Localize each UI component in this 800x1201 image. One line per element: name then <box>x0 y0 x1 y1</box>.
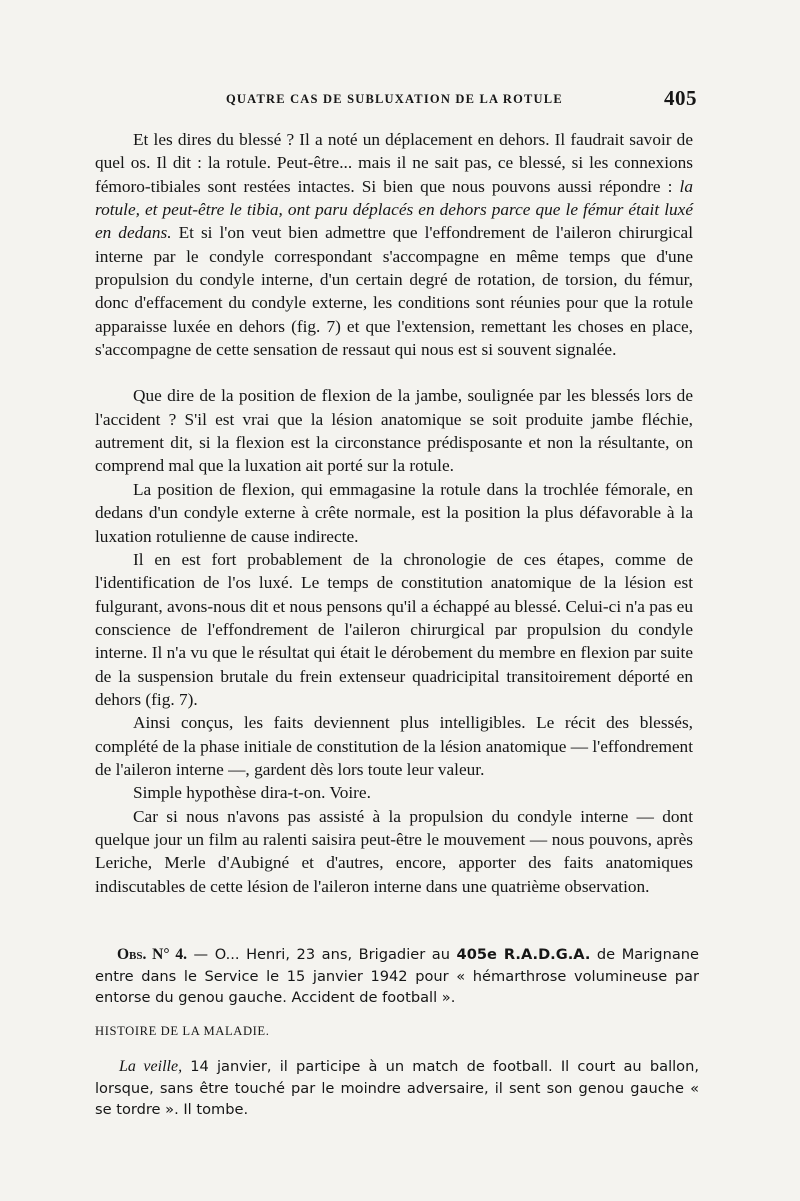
observation-block <box>95 944 699 1009</box>
history-italic-lead: La veille, <box>119 1058 183 1075</box>
history-block <box>95 1056 699 1121</box>
page-number: 405 <box>664 86 697 110</box>
paragraph-1 <box>95 128 693 361</box>
paragraph-6: Simple hypothèse dira-t-on. Voire. <box>133 783 371 803</box>
section-title: HISTOIRE DE LA MALADIE. <box>95 1024 270 1038</box>
observation-text-start: — O... Henri, 23 ans, Brigadier au <box>187 946 457 963</box>
observation-paragraph <box>95 944 699 1009</box>
paragraph-3: La position de flexion, qui emmagasine la rotule dans la trochlée fémorale, en dedans d'un condyle externe à crête normale, est la position la plus défavorable à la luxation rotulienne de cause indirecte. <box>95 479 693 546</box>
observation-label: Obs. N° 4. <box>117 946 187 963</box>
paragraph-1-start: Et les dires du blessé ? Il a noté un déplacement en dehors. Il faudrait savoir de quel os. Il dit : la rotule. Peut-être... mais il ne sait pas, ce blessé, si les connexions fémoro-tibiales sont restées intactes. Si bien que nous pouvons aussi répondre : <box>95 130 693 196</box>
paragraph-1-end: Et si l'on veut bien admettre que l'effondrement de l'aileron chirurgical interne par le condyle correspondant s'accompagne en même temps que d'une propulsion du condyle interne, d'un certain degré de rotation, de torsion, du fémur, donc d'effacement du condyle externe, les conditions sont réunies pour que la rotule apparaisse luxée en dehors (fig. 7) et que l'extension, remettant les choses en place, s'accompagne de cette sensation de ressaut qui nous est si souvent signalée. <box>95 223 693 360</box>
paragraph-7: Car si nous n'avons pas assisté à la propulsion du condyle interne — dont quelque jour un film au ralenti saisira peut-être le mouvement — nous pouvons, après Leriche, Merle d'Aubigné et d'autres, encore, apporter des faits anatomiques indiscutables de cette lésion de l'aileron interne dans une quatrième observation. <box>95 806 693 896</box>
paragraph-2: Que dire de la position de flexion de la jambe, soulignée par les blessés lors de l'accident ? S'il est vrai que la lésion anatomique se soit produite jambe fléchie, autrement dit, si la flexion est la circonstance prédisposante et non la résultante, on comprend mal que la luxation ait porté sur la rotule. <box>95 386 693 476</box>
paragraph-1-italic: la rotule, et peut-être le tibia, ont paru déplacés en dehors parce que le fémur était luxé en dedans. <box>95 176 693 243</box>
paragraph-5: Ainsi conçus, les faits deviennent plus intelligibles. Le récit des blessés, complété de la phase initiale de constitution de la lésion anatomique — l'effondrement de l'aileron interne —, gardent dès lors toute leur valeur. <box>95 713 693 779</box>
observation-text-end: de Marignane entre dans le Service le 15 janvier 1942 pour « hémarthrose volumineuse par entorse du genou gauche. Accident de football ». <box>95 946 699 1006</box>
running-title: QUATRE CAS DE SUBLUXATION DE LA ROTULE <box>226 92 563 106</box>
paragraph-4: Il en est fort probablement de la chronologie de ces étapes, comme de l'identification de l'os luxé. Le temps de constitution anatomique de la lésion est fulgurant, avons-nous dit et nous pensons qu'il a échappé au blessé. Celui-ci n'a pas eu conscience de l'effondrement de l'aileron chirurgical par propulsion du condyle interne. Il n'a vu que le résultat qui était le dérobement du membre en flexion par suite de la suspension brutale du frein extenseur quadricipital transitoirement déporté en dehors (fig. 7). <box>95 549 693 709</box>
history-paragraph <box>95 1056 699 1121</box>
observation-unit: 405e R.A.D.G.A. <box>456 946 591 963</box>
main-text <box>95 128 693 898</box>
history-text: 14 janvier, il participe à un match de football. Il court au ballon, lorsque, sans être touché par le moindre adversaire, il sent son genou gauche « se tordre ». Il tombe. <box>95 1058 699 1118</box>
